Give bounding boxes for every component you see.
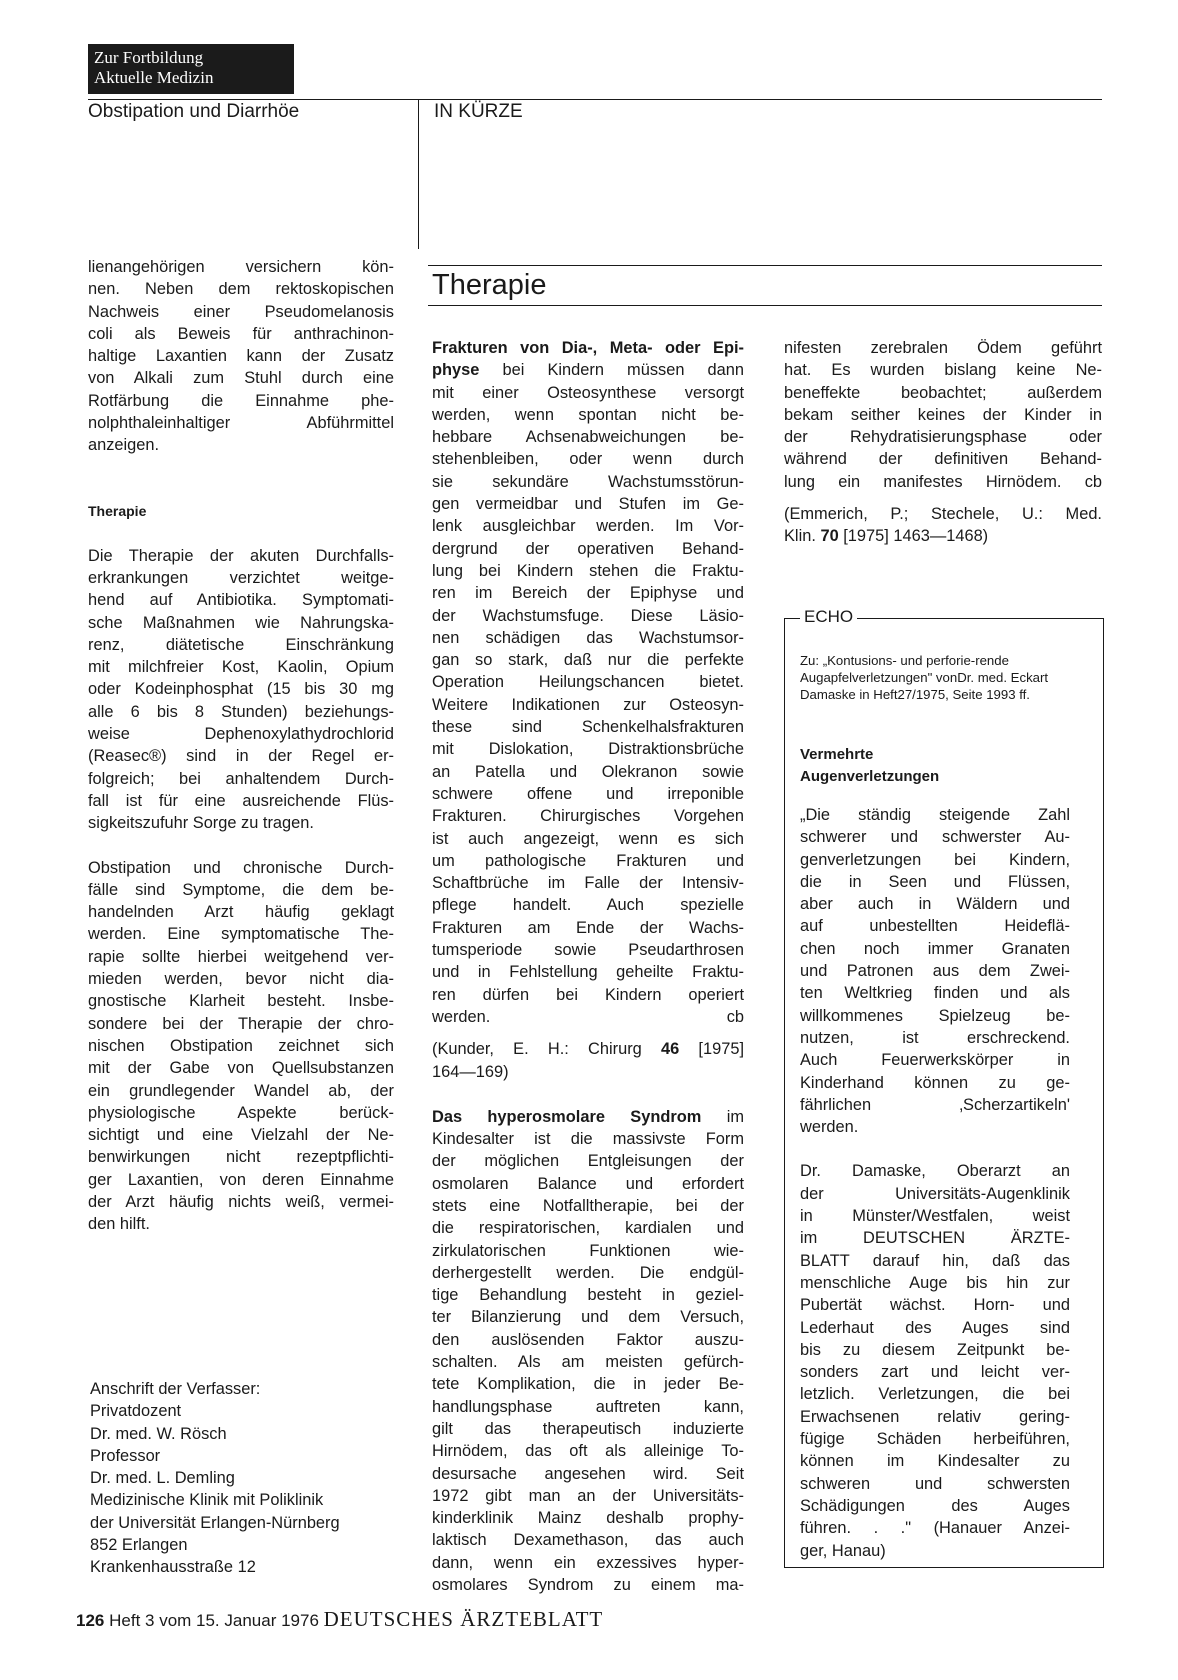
text-line: sche Maßnahmen wie Nahrungska- — [88, 613, 394, 632]
text-line: nischen Obstipation zeichnet sich — [88, 1036, 394, 1055]
echo-body-line: Lederhaut des Auges sind — [800, 1318, 1070, 1337]
text-line: handelnden Arzt häufig geklagt — [88, 903, 394, 922]
text-line: fälle sind Symptome, die dem be- — [88, 880, 394, 899]
echo-quote-line: auf unbestellten Heideflä- — [800, 917, 1070, 936]
echo-quote-line: Kinderhand können zu ge- — [800, 1073, 1070, 1092]
left-heading-therapie: Therapie — [88, 502, 147, 519]
text-line: nen schädigen das Wachstumsor- — [432, 628, 744, 647]
text-line: hat. Es wurden bislang keine Ne- — [784, 361, 1102, 380]
address-line: Dr. med. W. Rösch — [90, 1424, 227, 1443]
text-line: ger Laxantien, von deren Einnahme — [88, 1170, 394, 1189]
article-fractures-bold-2: physe — [432, 361, 480, 380]
text-line: gilt das therapeutisch induzierte — [432, 1419, 744, 1438]
echo-quote-end: werden. — [800, 1118, 859, 1137]
article-hyperosmolar-first-rest: im — [701, 1107, 744, 1126]
text-line: alle 6 bis 8 Stunden) beziehungs- — [88, 702, 394, 721]
therapie-section-title: Therapie — [432, 269, 547, 301]
echo-body — [800, 1160, 1070, 1561]
text-line: nifesten zerebralen Ödem geführt — [784, 339, 1102, 357]
article-hyperosmolar-reference — [784, 503, 1102, 548]
echo-label: ECHO — [800, 606, 857, 628]
text-line: hebbare Achsenabweichungen be- — [432, 428, 744, 447]
text-line: lenk ausgleichbar werden. Im Vor- — [432, 517, 744, 536]
text-line: sie sekundäre Wachstumsstörun- — [432, 472, 744, 491]
text-line: Hirnödem, das oft als alleinige To- — [432, 1442, 744, 1461]
text-line: physiologische Aspekte berück- — [88, 1103, 394, 1122]
echo-intro-line: Zu: „Kontusions- und perforie- — [800, 653, 976, 668]
ref2-volume: 70 — [820, 527, 839, 546]
echo-quote-line: genverletzungen bei Kindern, — [800, 850, 1070, 869]
badge-line-1: Zur Fortbildung — [94, 48, 204, 67]
text-line: sichtigt und eine Vielzahl der Ne- — [88, 1126, 394, 1145]
text-line: dann, wenn ein exzessives hyper- — [432, 1553, 744, 1572]
echo-intro — [800, 652, 1066, 703]
section-badge — [88, 44, 294, 94]
magazine-name: DEUTSCHES ÄRZTEBLATT — [323, 1607, 604, 1631]
text-line: an Patella und Olekranon sowie — [432, 762, 744, 781]
text-line: benwirkungen nicht rezeptpflichti- — [88, 1148, 394, 1167]
text-line: rapie sollte hierbei weitgehend ver- — [88, 947, 394, 966]
text-line: these sind Schenkelhalsfrakturen — [432, 718, 744, 737]
echo-body-line: können im Kindesalter zu — [800, 1452, 1070, 1471]
echo-body-line: der Universitäts-Augenklinik — [800, 1184, 1070, 1203]
text-line: bekam seither keines der Kinder in — [784, 405, 1102, 424]
echo-intro-line: Dr. med. Eckart Damaske in Heft — [800, 670, 1049, 702]
text-line: tumsperiode sowie Pseudarthrosen — [432, 941, 744, 960]
text-line: laktisch Dexamethason, das auch — [432, 1531, 744, 1550]
text-line: Kindesalter ist die massivste Form — [432, 1130, 744, 1149]
ref1-volume: 46 — [660, 1040, 680, 1059]
text-line: mieden werden, bevor nicht dia- — [88, 970, 394, 989]
issue-info: Heft 3 vom 15. Januar 1976 — [109, 1611, 319, 1630]
address-line: Anschrift der Verfasser: — [90, 1380, 261, 1398]
text-line: stehenbleiben, oder wenn durch — [432, 450, 744, 469]
echo-quote-line: die in Seen und Flüssen, — [800, 872, 1070, 891]
text-line: während der definitiven Behand- — [784, 450, 1102, 469]
echo-intro-line: 27/1975, Seite 1993 ff. — [897, 687, 1030, 702]
text-line: erkrankungen verzichtet weitge- — [88, 568, 394, 587]
echo-body-line: führen. . ." (Hanauer Anzei- — [800, 1519, 1070, 1538]
echo-body-line: fügige Schäden herbeiführen, — [800, 1430, 1070, 1449]
text-line: anzeigen. — [88, 436, 160, 455]
therapie-bottom-rule — [428, 305, 1102, 306]
echo-quote-line: chen noch immer Granaten — [800, 939, 1070, 958]
echo-body-line: menschliche Auge bis hin zur — [800, 1273, 1070, 1292]
address-line: Professor — [90, 1446, 161, 1465]
text-line: schalten. Als am meisten gefürch- — [432, 1353, 744, 1372]
article-hyperosmolar-continued — [784, 337, 1102, 493]
article-fractures-reference — [432, 1038, 744, 1083]
text-line: ren dürfen bei Kindern operiert — [432, 985, 744, 1004]
text-line: den hilft. — [88, 1215, 150, 1234]
text-line: die respiratorischen, kardialen und — [432, 1219, 744, 1238]
author-address — [90, 1378, 400, 1579]
address-line: Privatdozent — [90, 1402, 182, 1421]
right-section-title: IN KÜRZE — [434, 101, 523, 122]
echo-quote-line: ten Weltkrieg finden und als — [800, 984, 1070, 1003]
address-line: Medizinische Klinik mit Poliklinik — [90, 1491, 324, 1510]
text-line: sondere bei der Therapie der chro- — [88, 1014, 394, 1033]
article-cont-end: lung ein manifestes Hirnödem. — [784, 472, 1062, 491]
text-line: sigkeitszufuhr Sorge zu tragen. — [88, 814, 314, 833]
text-line: von Alkali zum Stuhl durch eine — [88, 369, 394, 388]
echo-quote-line: nutzen, ist erschreckend. — [800, 1028, 1070, 1047]
echo-quote-line: und Patronen aus dem Zwei- — [800, 962, 1070, 981]
echo-body-line: bis zu diesem Zeitpunkt be- — [800, 1340, 1070, 1359]
echo-heading — [800, 744, 939, 788]
text-line: renz, diätetische Einschränkung — [88, 635, 394, 654]
text-line: der Arzt häufig nichts weiß, vermei- — [88, 1192, 394, 1211]
text-line: ter Bilanzierung und dem Versuch, — [432, 1308, 744, 1327]
text-line: lung bei Kindern stehen die Fraktu- — [432, 561, 744, 580]
text-line: folgreich; bei anhaltendem Durch- — [88, 769, 394, 788]
middle-column — [432, 337, 744, 1596]
text-line: kinderklinik Mainz deshalb prophy- — [432, 1509, 744, 1528]
text-line: nolphthaleinhaltiger Abführmittel — [88, 414, 394, 433]
text-line: osmolaren Balance und erfordert — [432, 1174, 744, 1193]
text-line: ren im Bereich der Epiphyse und — [432, 584, 744, 603]
text-line: mit der Gabe von Quellsubstanzen — [88, 1059, 394, 1078]
text-line: osmolares Syndrom zu einem ma- — [432, 1576, 744, 1595]
text-line: derhergestellt werden. Die endgül- — [432, 1263, 744, 1282]
text-line: weise Dephenoxylathydrochlorid — [88, 725, 394, 744]
article-fractures-first-rest: bei Kindern müssen dann — [479, 361, 744, 380]
badge-line-2: Aktuelle Medizin — [94, 68, 214, 87]
echo-quote-line: schwerer und schwerster Au- — [800, 828, 1070, 847]
text-line: der möglichen Entgleisungen der — [432, 1152, 744, 1171]
article-fractures — [432, 337, 744, 1028]
text-line: gen vermeidbar und Stufen im Ge- — [432, 495, 744, 514]
echo-body-line: Schädigungen des Auges — [800, 1496, 1070, 1515]
article-hyperosmolar-bold: Das hyperosmolare Syndrom — [432, 1107, 702, 1126]
text-line: desursache angesehen wird. Seit — [432, 1464, 744, 1483]
text-line: Frakturen am Ende der Wachs- — [432, 918, 744, 937]
text-line: lienangehörigen versichern kön- — [88, 258, 394, 276]
text-line: Nachweis einer Pseudomelanosis — [88, 302, 394, 321]
article-fractures-end: werden. — [432, 1007, 491, 1026]
echo-body-line: BLATT darauf hin, daß das — [800, 1251, 1070, 1270]
ref1-year: [1975] — [679, 1040, 744, 1059]
text-line: dergrund der operativen Behand- — [432, 539, 744, 558]
text-line: mit Dislokation, Distraktionsbrüche — [432, 740, 744, 759]
text-line: Operation Heilungschancen bietet. — [432, 673, 744, 692]
article-hyperosmolar — [432, 1106, 744, 1597]
text-line: hend auf Antibiotika. Symptomati- — [88, 591, 394, 610]
text-line: ein grundlegender Wandel ab, der — [88, 1081, 394, 1100]
text-line: coli als Beweis für anthrachinon- — [88, 324, 394, 343]
text-line: oder Kodeinphosphat (15 bis 30 mg — [88, 680, 394, 699]
ref2-authors: (Emmerich, P.; Stechele, U.: Med. — [784, 505, 1102, 524]
text-line: Weitere Indikationen zur Osteosyn- — [432, 695, 744, 714]
address-line: der Universität Erlangen-Nürnberg — [90, 1513, 340, 1532]
article-fractures-bold: Frakturen von Dia-, Meta- oder Epi- — [432, 339, 744, 357]
echo-body-end: ger, Hanau) — [800, 1541, 886, 1560]
text-line: um pathologische Frakturen und — [432, 851, 744, 870]
text-line: und in Fehlstellung geheilte Fraktu- — [432, 963, 744, 982]
ref1-pages: 164—169) — [432, 1062, 509, 1081]
text-line: werden. Eine symptomatische The- — [88, 925, 394, 944]
text-line: handlungsphase auftreten kann, — [432, 1397, 744, 1416]
text-line: nen. Neben dem rektoskopischen — [88, 280, 394, 299]
echo-quote — [800, 804, 1070, 1562]
echo-heading-line-1: Vermehrte — [800, 746, 874, 763]
text-line: werden, wenn spontan nicht be- — [432, 405, 744, 424]
text-line: schwere offene und irreponible — [432, 784, 744, 803]
text-line: Frakturen. Chirurgisches Vorgehen — [432, 807, 744, 826]
left-para-1 — [88, 256, 394, 457]
echo-quote-line: aber auch in Wäldern und — [800, 895, 1070, 914]
echo-body-line: schweren und schwersten — [800, 1474, 1070, 1493]
text-line: haltige Laxantien kann der Zusatz — [88, 347, 394, 366]
text-line: (Reasec®) sind in der Regel er- — [88, 747, 394, 766]
echo-body-line: Dr. Damaske, Oberarzt an — [800, 1162, 1070, 1181]
text-line: zirkulatorischen Funktionen wie- — [432, 1241, 744, 1260]
text-line: Schaftbrüche im Falle der Intensiv- — [432, 874, 744, 893]
text-line: ist auch angezeigt, wenn es sich — [432, 829, 744, 848]
text-line: mit einer Osteosynthese versorgt — [432, 383, 744, 402]
echo-body-line: in Münster/Westfalen, weist — [800, 1207, 1070, 1226]
text-line: Obstipation und chronische Durch- — [88, 858, 394, 877]
text-line: Die Therapie der akuten Durchfalls- — [88, 546, 394, 565]
echo-body-line: Erwachsenen relativ gering- — [800, 1407, 1070, 1426]
left-section-title: Obstipation und Diarrhöe — [88, 101, 300, 122]
text-line: der Wachstumsfuge. Diese Läsio- — [432, 606, 744, 625]
text-line: mit milchfreier Kost, Kaolin, Opium — [88, 658, 394, 677]
echo-quote-line: „Die ständig steigende Zahl — [800, 806, 1070, 824]
echo-body-line: im DEUTSCHEN ÄRZTE- — [800, 1229, 1070, 1248]
text-line: beneffekte beobachtet; außerdem — [784, 383, 1102, 402]
text-line: Rotfärbung die Einnahme phe- — [88, 391, 394, 410]
text-line: gan so stark, daß nur die perfekte — [432, 651, 744, 670]
address-line: 852 Erlangen — [90, 1536, 188, 1555]
echo-body-line: Pubertät wächst. Horn- und — [800, 1296, 1070, 1315]
ref2-year-pages: [1975] 1463—1468) — [838, 527, 989, 546]
column-divider — [418, 99, 419, 249]
address-line: Dr. med. L. Demling — [90, 1469, 235, 1488]
text-line: gnostische Klarheit besteht. Insbe- — [88, 992, 394, 1011]
left-column — [88, 256, 394, 1236]
echo-quote-line: willkommenes Spielzeug be- — [800, 1006, 1070, 1025]
text-line: stets eine Notfalltherapie, bei der — [432, 1196, 744, 1215]
text-line: 1972 gibt man an der Universitäts- — [432, 1486, 744, 1505]
ref2-journal: Klin. — [784, 527, 821, 546]
ref1-authors: (Kunder, E. H.: Chirurg — [432, 1040, 661, 1059]
article-cont-signature: cb — [1084, 472, 1102, 491]
echo-intro-line: rende Augapfelverletzungen" von — [800, 653, 1009, 685]
echo-quote-line: fährlichen ‚Scherzartikeln' — [800, 1095, 1070, 1114]
text-line: der Rehydratisierungsphase oder — [784, 428, 1102, 447]
left-para-3 — [88, 857, 394, 1236]
page-number: 126 — [76, 1611, 105, 1630]
page-footer — [76, 1608, 603, 1632]
text-line: den auslösenden Faktor auszu- — [432, 1330, 744, 1349]
therapie-top-rule — [428, 265, 1102, 266]
echo-body-line: letzlich. Verletzungen, die bei — [800, 1385, 1070, 1404]
article-fractures-signature: cb — [726, 1007, 744, 1026]
text-line: tete Komplikation, die in jeder Be- — [432, 1375, 744, 1394]
right-column — [784, 337, 1102, 548]
echo-heading-line-2: Augenverletzungen — [800, 768, 940, 785]
text-line: tige Behandlung besteht in geziel- — [432, 1286, 744, 1305]
address-line: Krankenhausstraße 12 — [90, 1558, 256, 1577]
echo-quote-line: Auch Feuerwerkskörper in — [800, 1051, 1070, 1070]
left-para-2 — [88, 545, 394, 835]
text-line: fall ist für eine ausreichende Flüs- — [88, 791, 394, 810]
echo-body-line: sonders zart und leicht ver- — [800, 1363, 1070, 1382]
text-line: pflege handelt. Auch spezielle — [432, 896, 744, 915]
